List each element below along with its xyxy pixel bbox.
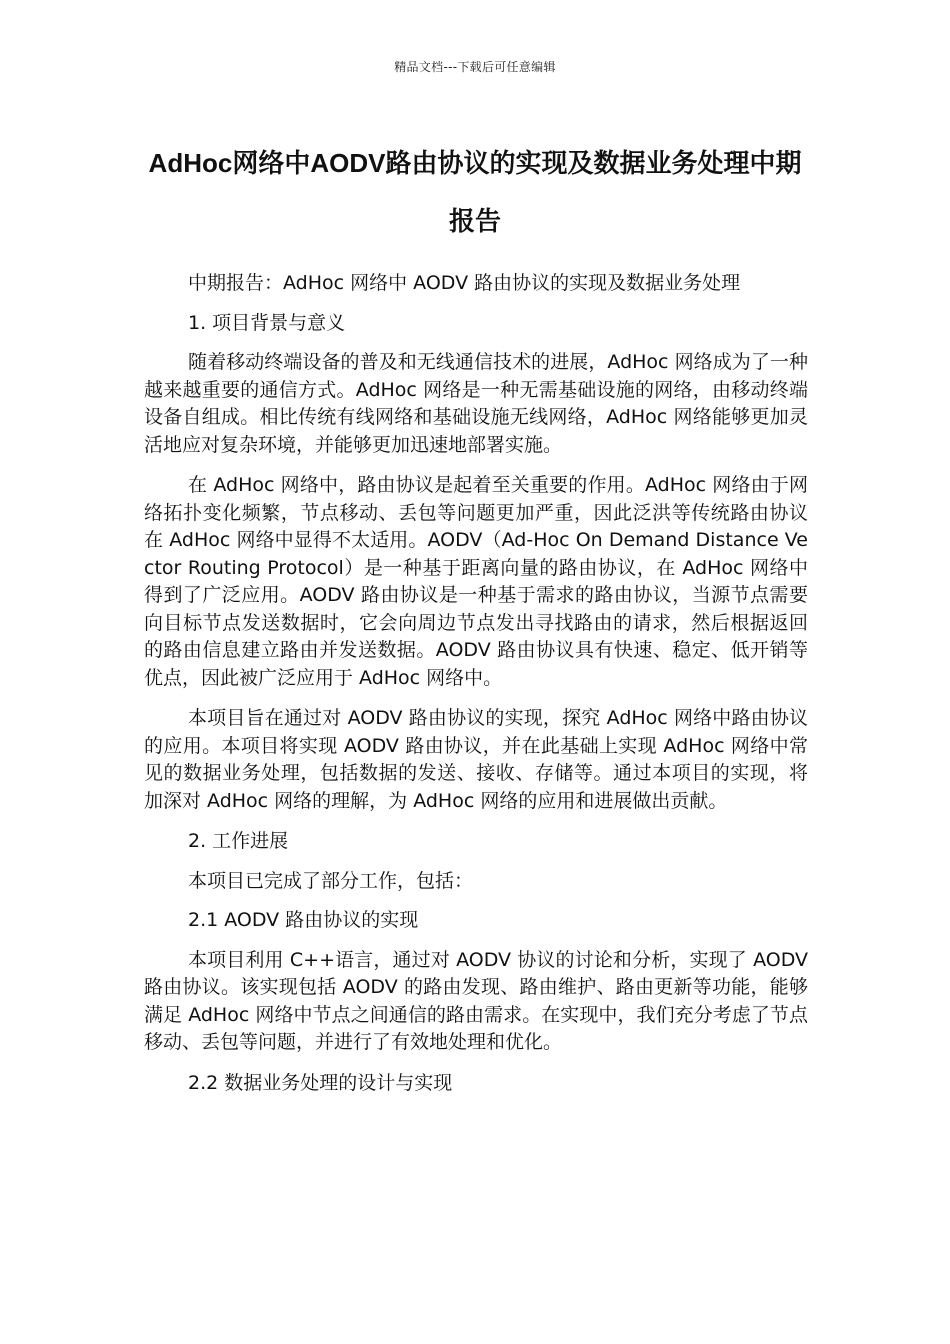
section-heading-background: 1. 项目背景与意义: [188, 311, 346, 334]
paragraph-routing: 在 AdHoc 网络中，路由协议是起着至关重要的作用。AdHoc 网络由于网络拓扑变化频繁，节点移动、丢包等问题更加严重，因此泛洪等传统路由协议在 AdHoc 网络中显得不太适用。AODV（Ad-Hoc On Demand Distance Vector Routing Protocol）是一种基于距离向量的路由协议，在 AdHoc 网络中得到了广泛应用。AODV 路由协议是一种基于需求的路由协议，当源节点需要向目标节点发送数据时，它会向周边节点发出寻找路由的请求，然后根据返回的路由信息建立路由并发送数据。AODV 路由协议具有快速、稳定、低开销等优点，因此被广泛应用于 AdHoc 网络中。: [144, 474, 808, 689]
paragraph-progress-intro: 本项目已完成了部分工作，包括：: [188, 869, 474, 892]
paragraph-project-goal: 本项目旨在通过对 AODV 路由协议的实现，探究 AdHoc 网络中路由协议的应用。本项目将实现 AODV 路由协议，并在此基础上实现 AdHoc 网络中常见的数据业务处理，包括数据的发送、接收、存储等。通过本项目的实现，将加深对 AdHoc 网络的理解，为 AdHoc 网络的应用和进展做出贡献。: [144, 707, 808, 812]
header-note: 精品文档---下载后可任意编辑: [394, 60, 556, 74]
subsection-heading-aodv: 2.1 AODV 路由协议的实现: [188, 909, 419, 931]
document-body: [144, 270, 808, 1109]
document-title: AdHoc网络中AODV路由协议的实现及数据业务处理中期报告: [148, 148, 802, 236]
paragraph-background: 随着移动终端设备的普及和无线通信技术的进展，AdHoc 网络成为了一种越来越重要的通信方式。AdHoc 网络是一种无需基础设施的网络，由移动终端设备自组成。相比传统有线网络和基础设施无线网络，AdHoc 网络能够更加灵活地应对复杂环境，并能够更加迅速地部署实施。: [144, 351, 808, 456]
paragraph-intro: 中期报告：AdHoc 网络中 AODV 路由协议的实现及数据业务处理: [188, 272, 741, 294]
subsection-heading-data-service: 2.2 数据业务处理的设计与实现: [188, 1071, 453, 1094]
paragraph-aodv-implementation: 本项目利用 C++语言，通过对 AODV 协议的讨论和分析，实现了 AODV 路由协议。该实现包括 AODV 的路由发现、路由维护、路由更新等功能，能够满足 AdHoc 网络中节点之间通信的路由需求。在实现中，我们充分考虑了节点移动、丢包等问题，并进行了有效地处理和优化。: [144, 948, 808, 1053]
section-heading-progress: 2. 工作进展: [188, 830, 289, 852]
